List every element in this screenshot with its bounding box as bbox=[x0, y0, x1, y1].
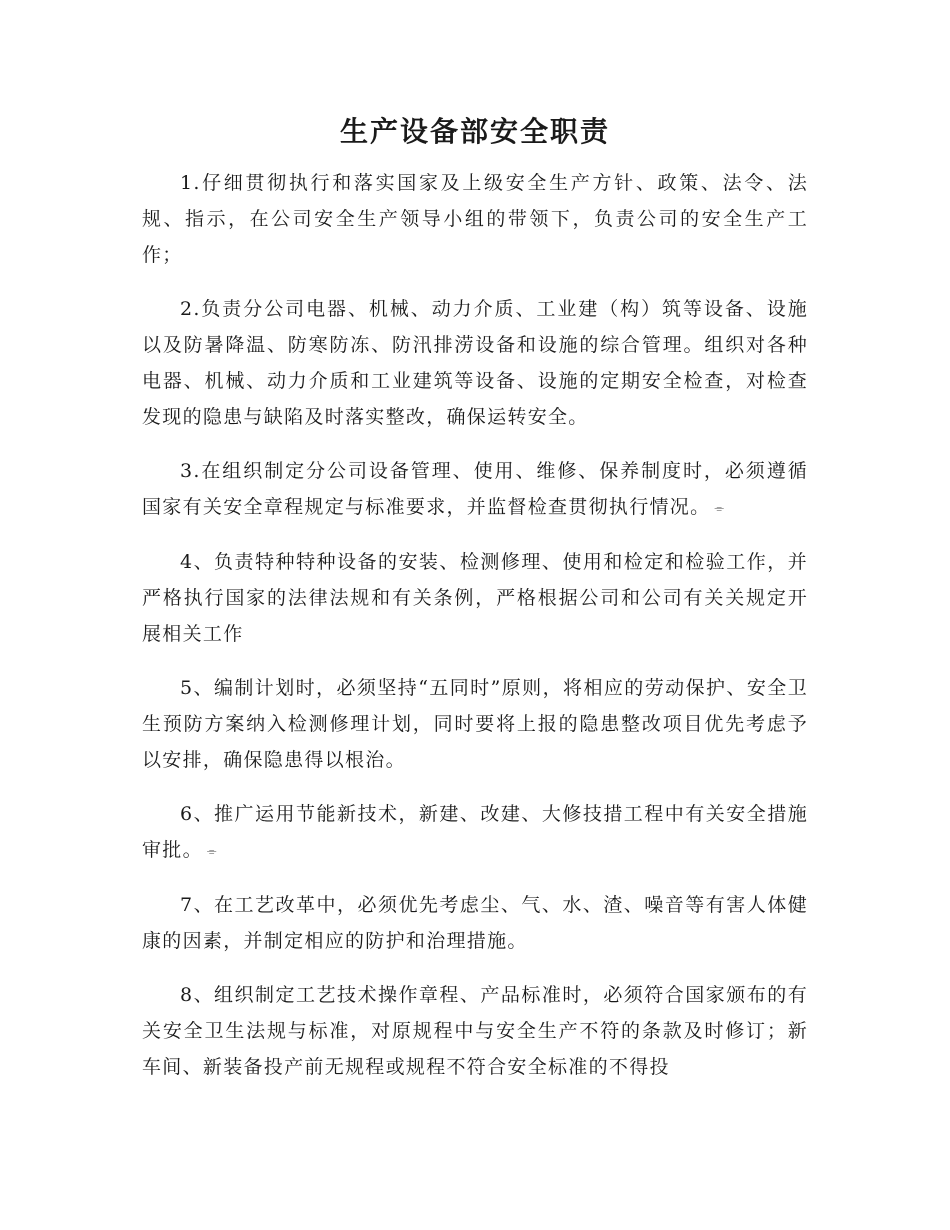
paragraph-5 bbox=[142, 670, 808, 778]
paragraph-end-mark: ⌯ bbox=[206, 844, 217, 858]
paragraph-text: 4、负责特种特种设备的安装、检测修理、使用和检定和检验工作，并严格执行国家的法律法规和有关条例，严格根据公司和公司有关关规定开展相关工作 bbox=[142, 551, 808, 645]
paragraph-text: 7、在工艺改革中，必须优先考虑尘、气、水、渣、噪音等有害人体健康的因素，并制定相应的防护和治理措施。 bbox=[142, 894, 808, 952]
paragraph-4 bbox=[142, 544, 808, 652]
paragraph-8 bbox=[142, 977, 808, 1085]
paragraph-end-mark: ⌯ bbox=[714, 501, 725, 515]
paragraph-text: 1.仔细贯彻执行和落实国家及上级安全生产方针、政策、法令、法规、指示，在公司安全生产领导小组的带领下，负责公司的安全生产工作； bbox=[142, 172, 808, 266]
document-title: 生产设备部安全职责 bbox=[339, 115, 610, 148]
paragraph-7 bbox=[142, 887, 808, 959]
paragraph-text: 2.负责分公司电器、机械、动力介质、工业建（构）筑等设备、设施以及防暑降温、防寒防冻、防汛排涝设备和设施的综合管理。组织对各种电器、机械、动力介质和工业建筑等设备、设施的定期安全检查，对检查发现的隐患与缺陷及时落实整改，确保运转安全。 bbox=[142, 298, 808, 428]
paragraph-1 bbox=[142, 165, 808, 273]
paragraph-text: 3.在组织制定分公司设备管理、使用、维修、保养制度时，必须遵循国家有关安全章程规定与标准要求，并监督检查贯彻执行情况。 bbox=[142, 460, 808, 518]
paragraph-3 bbox=[142, 453, 808, 526]
paragraph-2 bbox=[142, 291, 808, 435]
paragraph-text: 5、编制计划时，必须坚持“五同时”原则，将相应的劳动保护、安全卫生预防方案纳入检测修理计划，同时要将上报的隐患整改项目优先考虑予以安排，确保隐患得以根治。 bbox=[142, 677, 808, 771]
paragraph-text: 8、组织制定工艺技术操作章程、产品标准时，必须符合国家颁布的有关安全卫生法规与标准，对原规程中与安全生产不符的条款及时修订；新车间、新装备投产前无规程或规程不符合安全标准的不得投 bbox=[142, 984, 808, 1078]
paragraph-6 bbox=[142, 796, 808, 869]
paragraph-text: 6、推广运用节能新技术，新建、改建、大修技措工程中有关安全措施审批。 bbox=[142, 803, 808, 861]
document-body bbox=[142, 165, 808, 1103]
